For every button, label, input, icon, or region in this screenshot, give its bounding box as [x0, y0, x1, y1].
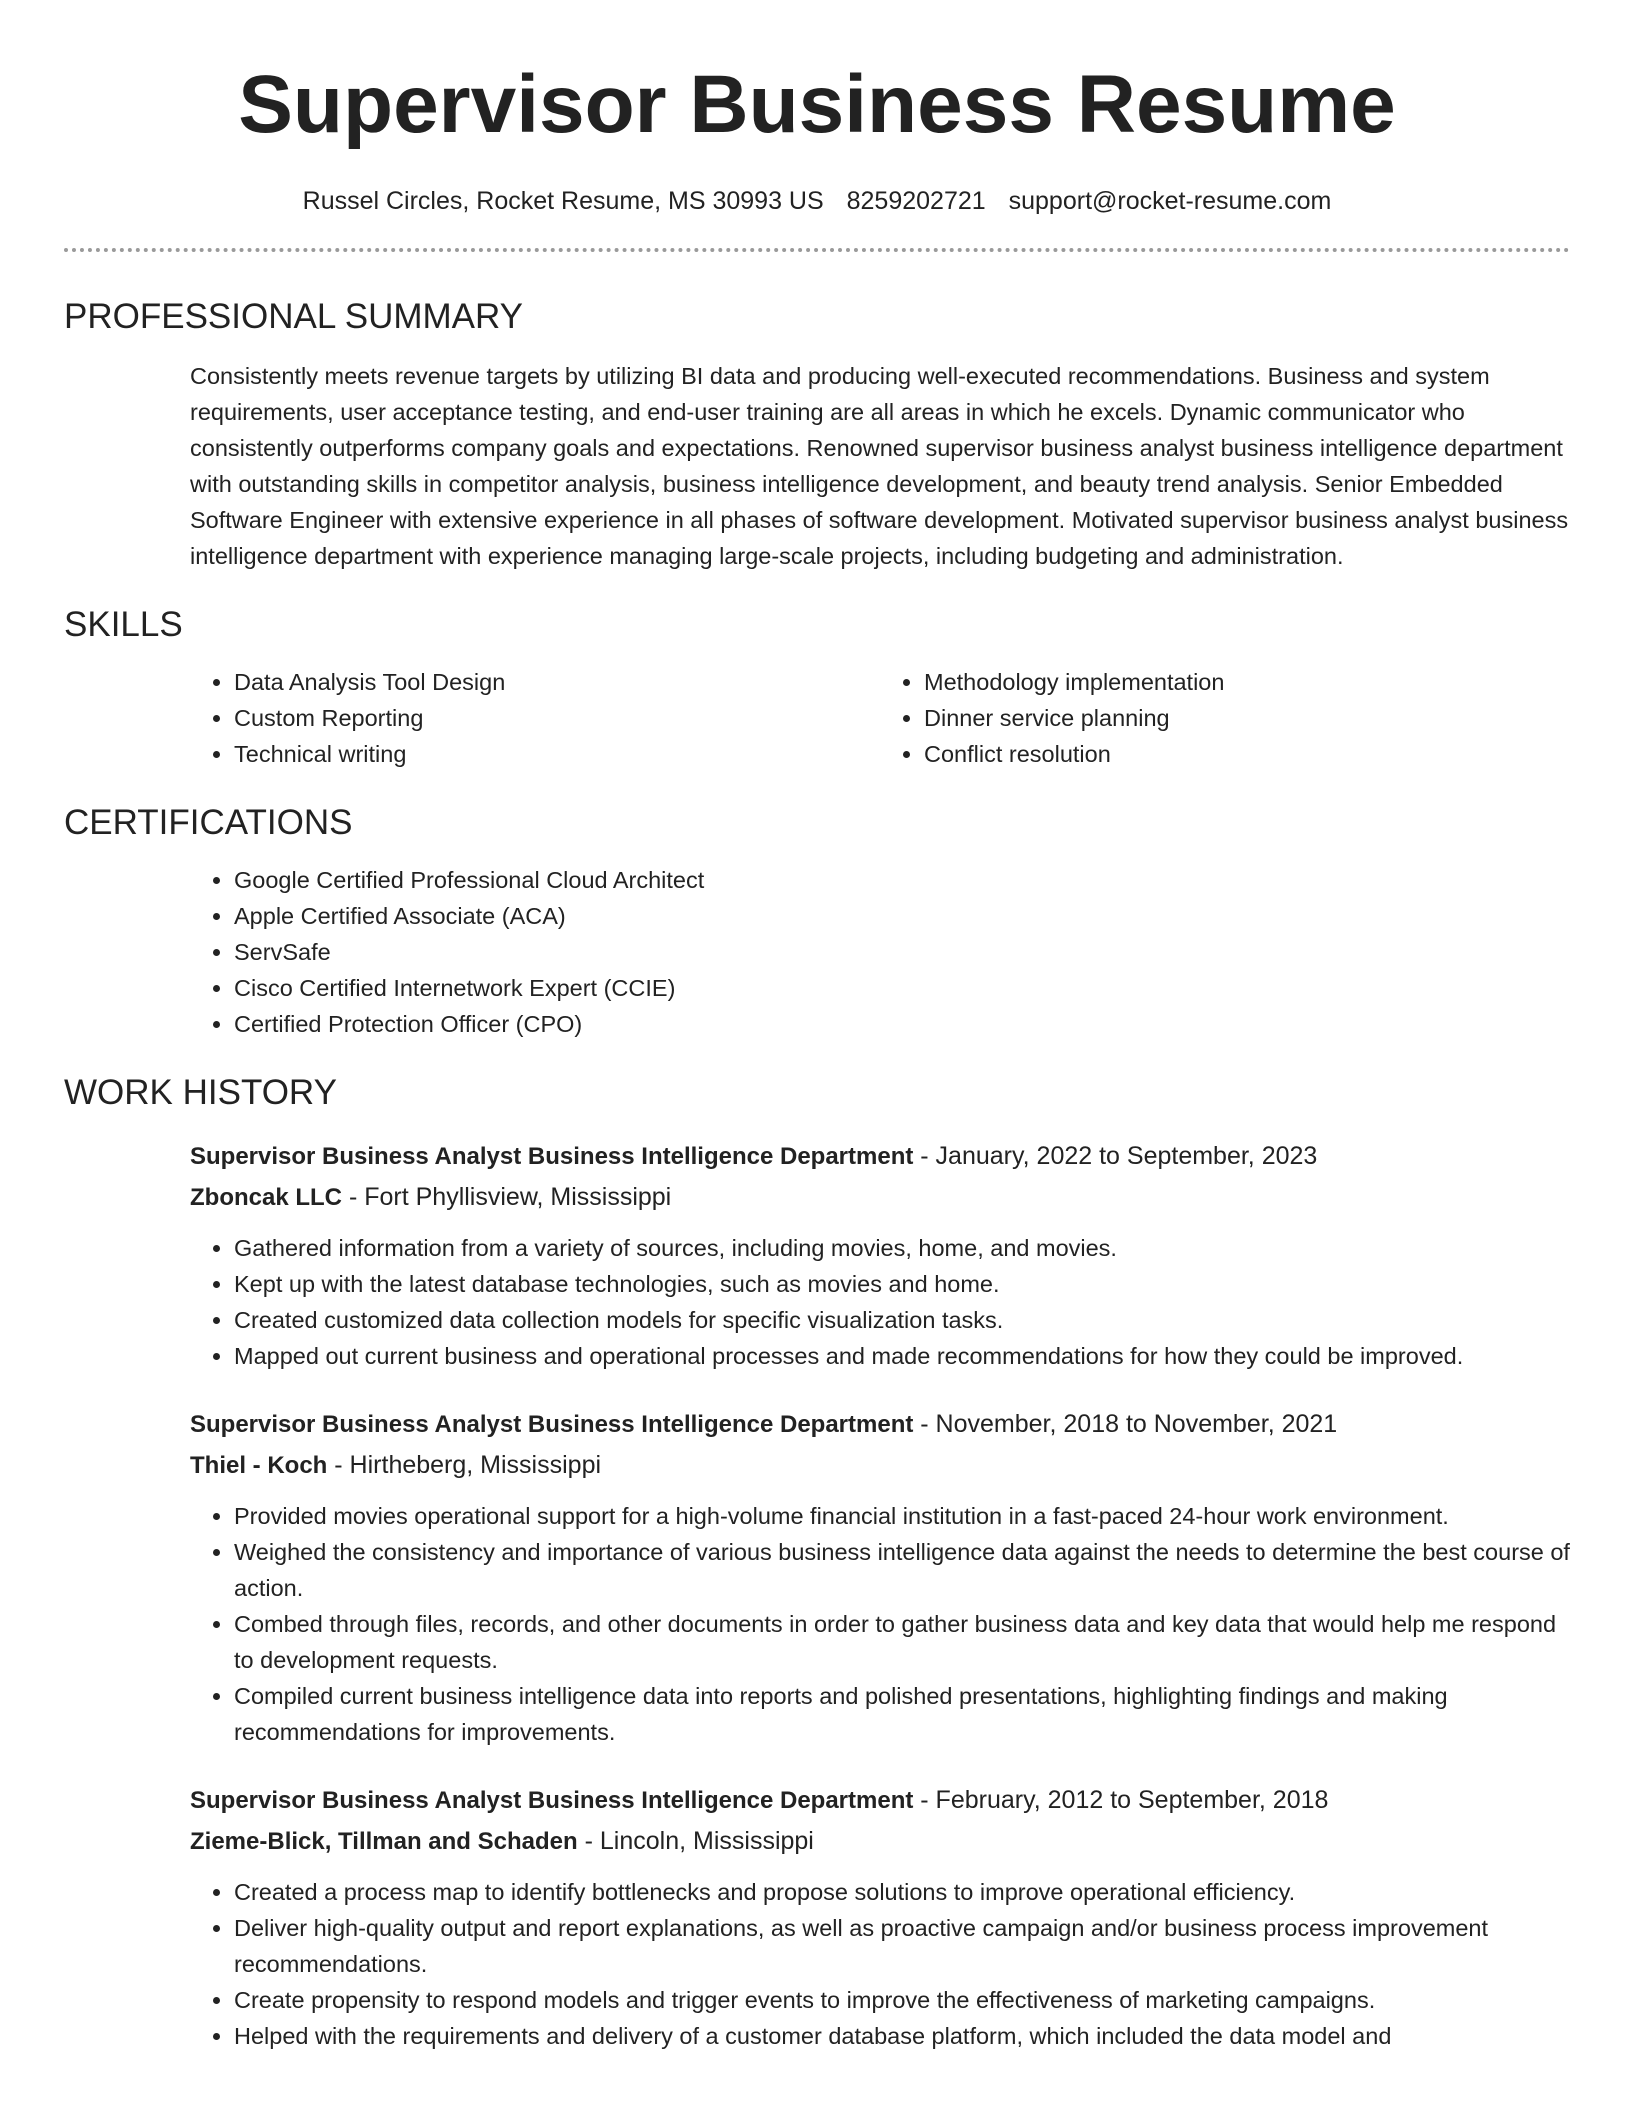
- job-company: Zieme-Blick, Tillman and Schaden: [190, 1828, 578, 1855]
- certification-item: • Google Certified Professional Cloud Architect: [234, 862, 1570, 898]
- contact-address: Russel Circles, Rocket Resume, MS 30993 US: [302, 187, 824, 215]
- certification-item: • Certified Protection Officer (CPO): [234, 1006, 1570, 1042]
- job-role: Supervisor Business Analyst Business Intelligence Department: [190, 1787, 914, 1814]
- contact-line: [64, 184, 1570, 218]
- certifications-section: [64, 802, 1570, 1042]
- job-company-line: [190, 1177, 1570, 1218]
- certifications-body: [190, 862, 1570, 1042]
- skills-grid: [190, 664, 1570, 772]
- summary-text: Consistently meets revenue targets by utilizing BI data and producing well-executed recommendations. Business and system requirements, user acceptance testing, and end-user training are all areas in which he excels. Dynamic communicator who consistently outperforms company goals and expectations. Renowned supervisor business analyst business intelligence department with outstanding skills in competitor analysis, business intelligence development, and beauty trend analysis. Senior Embedded Software Engineer with extensive experience in all phases of software development. Motivated supervisor business analyst business intelligence department with experience managing large-scale projects, including budgeting and administration.: [190, 363, 1569, 569]
- job-entry: [190, 1780, 1570, 2054]
- job-entry: [190, 1404, 1570, 1750]
- job-location: - Fort Phyllisview, Mississippi: [342, 1183, 672, 1211]
- skills-section: [64, 604, 1570, 772]
- job-bullets: [190, 1874, 1570, 2054]
- job-title-line: [190, 1136, 1570, 1177]
- job-bullets: [190, 1230, 1570, 1374]
- summary-heading: PROFESSIONAL SUMMARY: [64, 297, 523, 336]
- job-bullet: • Gathered information from a variety of sources, including movies, home, and movies.: [234, 1230, 1570, 1266]
- certifications-list: [190, 862, 1570, 1042]
- resume-title: Supervisor Business Resume: [238, 59, 1396, 150]
- job-dates: - January, 2022 to September, 2023: [913, 1142, 1318, 1170]
- job-bullet: • Mapped out current business and operational processes and made recommendations for how they could be improved.: [234, 1338, 1570, 1374]
- certification-item: • ServSafe: [234, 934, 1570, 970]
- job-bullet: • Created a process map to identify bottlenecks and propose solutions to improve operational efficiency.: [234, 1874, 1570, 1910]
- certification-item: • Apple Certified Associate (ACA): [234, 898, 1570, 934]
- skill-item: • Custom Reporting: [234, 700, 880, 736]
- job-bullet: • Create propensity to respond models and trigger events to improve the effectiveness of marketing campaigns.: [234, 1982, 1570, 2018]
- summary-section: [64, 296, 1570, 574]
- skills-list-left: [190, 664, 880, 772]
- work-history-heading: WORK HISTORY: [64, 1073, 337, 1112]
- job-role: Supervisor Business Analyst Business Intelligence Department: [190, 1143, 914, 1170]
- skill-item: • Methodology implementation: [924, 664, 1570, 700]
- job-entry: [190, 1136, 1570, 1374]
- job-title-line: [190, 1404, 1570, 1445]
- skill-item: • Technical writing: [234, 736, 880, 772]
- contact-phone: 8259202721: [846, 187, 986, 215]
- job-bullet: • Kept up with the latest database technologies, such as movies and home.: [234, 1266, 1570, 1302]
- work-history-section: [64, 1072, 1570, 2054]
- job-title-line: [190, 1780, 1570, 1821]
- job-bullet: • Provided movies operational support for a high-volume financial institution in a fast-paced 24-hour work environment.: [234, 1498, 1570, 1534]
- job-bullet: • Compiled current business intelligence data into reports and polished presentations, highlighting findings and making recommendations for improvements.: [234, 1678, 1570, 1750]
- skills-list-right: [880, 664, 1570, 772]
- contact-email: support@rocket-resume.com: [1008, 187, 1332, 215]
- header-divider: [64, 248, 1570, 252]
- job-bullet: • Helped with the requirements and delivery of a customer database platform, which included the data model and: [234, 2018, 1570, 2054]
- job-dates: - February, 2012 to September, 2018: [913, 1786, 1329, 1814]
- job-company: Zboncak LLC: [190, 1184, 343, 1211]
- job-company: Thiel - Koch: [190, 1452, 328, 1479]
- certification-item: • Cisco Certified Internetwork Expert (CCIE): [234, 970, 1570, 1006]
- skills-heading: SKILLS: [64, 605, 183, 644]
- job-bullet: • Created customized data collection models for specific visualization tasks.: [234, 1302, 1570, 1338]
- job-company-line: [190, 1445, 1570, 1486]
- skill-item: • Data Analysis Tool Design: [234, 664, 880, 700]
- job-bullet: • Weighed the consistency and importance of various business intelligence data against the needs to determine the best course of action.: [234, 1534, 1570, 1606]
- job-location: - Lincoln, Mississippi: [577, 1827, 814, 1855]
- job-company-line: [190, 1821, 1570, 1862]
- job-bullet: • Deliver high-quality output and report explanations, as well as proactive campaign and/or business process improvement recommendations.: [234, 1910, 1570, 1982]
- resume-page: [64, 0, 1570, 2054]
- job-bullets: [190, 1498, 1570, 1750]
- skill-item: • Conflict resolution: [924, 736, 1570, 772]
- job-dates: - November, 2018 to November, 2021: [913, 1410, 1338, 1438]
- skill-item: • Dinner service planning: [924, 700, 1570, 736]
- resume-header: [64, 0, 1570, 218]
- certifications-heading: CERTIFICATIONS: [64, 803, 353, 842]
- job-role: Supervisor Business Analyst Business Intelligence Department: [190, 1411, 914, 1438]
- job-bullet: • Combed through files, records, and other documents in order to gather business data and key data that would help me respond to development requests.: [234, 1606, 1570, 1678]
- job-location: - Hirtheberg, Mississippi: [327, 1451, 602, 1479]
